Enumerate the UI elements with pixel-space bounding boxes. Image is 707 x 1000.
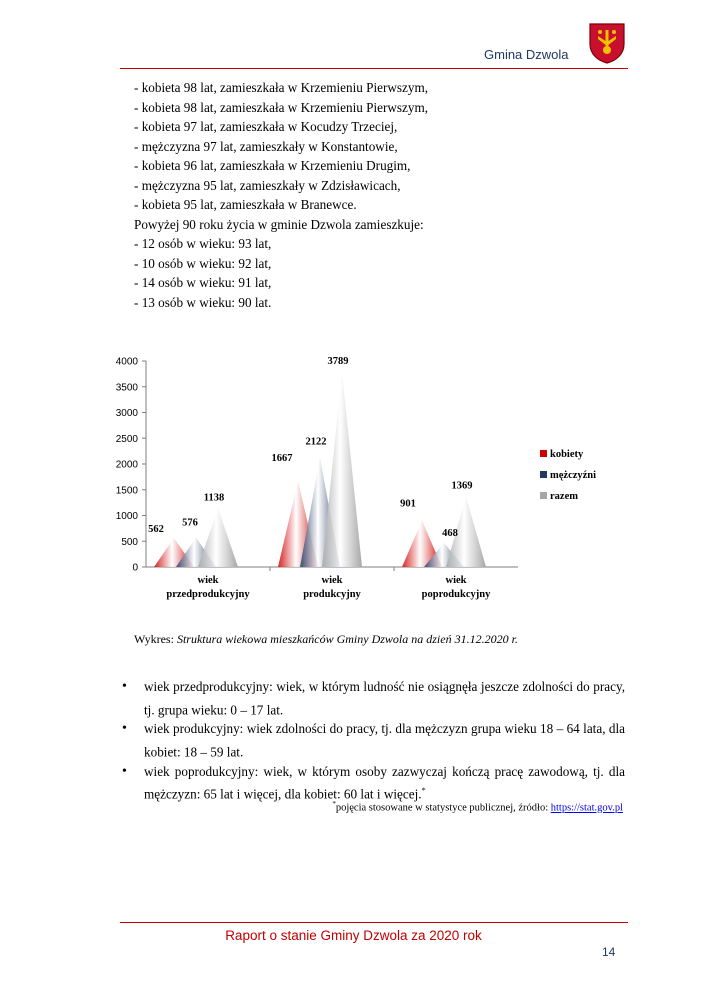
category-label: produkcyjny [303, 589, 361, 600]
definitions-list [120, 677, 625, 804]
data-label: 562 [148, 524, 164, 536]
category-label: przedprodukcyjny [166, 589, 250, 600]
y-tick-label: 1500 [115, 485, 138, 497]
data-label: 576 [182, 517, 198, 529]
elderly-residents-list [134, 78, 428, 312]
y-tick-label: 2500 [115, 433, 138, 445]
y-tick-label: 500 [121, 536, 138, 548]
header-divider [120, 68, 628, 69]
definition-item [120, 762, 625, 804]
data-label: 2122 [305, 436, 327, 448]
legend-swatch [540, 492, 547, 499]
list-line: - 14 osób w wieku: 91 lat, [134, 275, 272, 290]
y-tick-label: 3500 [115, 382, 138, 394]
page-number: 14 [602, 945, 616, 959]
category-label: wiek [321, 575, 343, 586]
definition-item [120, 719, 625, 761]
legend-label: kobiety [550, 449, 584, 460]
footnote [332, 800, 623, 814]
footer-divider [120, 922, 628, 923]
data-label: 901 [400, 498, 416, 510]
list-line: - 13 osób w wieku: 90 lat. [134, 294, 272, 310]
footnote-text: pojęcia stosowane w statystyce publicznej, źródło: [335, 802, 551, 814]
list-line: - kobieta 98 lat, zamieszkała w Krzemieniu Pierwszym, [134, 80, 429, 95]
list-line: - 12 osób w wieku: 93 lat, [134, 236, 272, 251]
definition-text: wiek produkcyjny: wiek zdolności do pracy, tj. dla mężczyzn grupa wieku 18 – 64 lata, dla kobiet: 18 – 59 lat. [144, 721, 625, 760]
cone-razem [322, 372, 362, 567]
list-line: - mężczyzna 97 lat, zamieszkały w Konstantowie, [134, 138, 398, 154]
y-tick-label: 3000 [115, 408, 138, 419]
y-tick-label: 4000 [115, 356, 138, 368]
data-label: 3789 [327, 355, 349, 367]
chart-caption [134, 632, 518, 647]
list-line: - kobieta 97 lat, zamieszkała w Kocudzy Trzeciej, [134, 119, 398, 134]
definition-text: wiek przedprodukcyjny: wiek, w którym ludność nie osiągnęła jeszcze zdolności do pracy, tj. grupa wieku: 0 – 17 lat. [144, 679, 625, 717]
legend-swatch [540, 471, 547, 478]
data-label: 1667 [271, 453, 293, 465]
legend-swatch [540, 450, 547, 457]
source-link[interactable]: https://stat.gov.pl [550, 802, 623, 814]
category-label: poprodukcyjny [421, 589, 491, 600]
list-line: - kobieta 95 lat, zamieszkała w Branewce. [134, 197, 357, 212]
legend-label: mężczyźni [550, 470, 597, 481]
coat-of-arms-icon [588, 22, 626, 64]
header-title: Gmina Dzwola [484, 47, 569, 62]
category-label: wiek [197, 575, 219, 586]
data-label: 1369 [451, 480, 473, 492]
bullet-icon: • [122, 763, 127, 779]
y-tick-label: 1000 [115, 511, 138, 522]
age-structure-chart [106, 346, 646, 616]
category-label: wiek [445, 575, 467, 586]
footnote-mark: * [332, 800, 336, 808]
list-line: - mężczyzna 95 lat, zamieszkały w Zdzisławicach, [134, 177, 401, 193]
bullet-icon: • [122, 721, 127, 737]
footer-title: Raport o stanie Gminy Dzwola za 2020 rok [225, 928, 482, 943]
cone-razem [198, 508, 238, 567]
caption-text: Struktura wiekowa mieszkańców Gminy Dzwola na dzień 31.12.2020 r. [176, 632, 518, 646]
list-line: - kobieta 98 lat, zamieszkała w Krzemieniu Pierwszym, [134, 99, 429, 115]
list-line: - 10 osób w wieku: 92 lat, [134, 255, 272, 271]
data-label: 468 [442, 527, 458, 539]
y-tick-label: 2000 [115, 459, 138, 471]
bullet-icon: • [122, 679, 127, 694]
data-label: 1138 [203, 492, 225, 504]
definition-item [120, 677, 625, 719]
caption-label: Wykres: [134, 632, 177, 646]
legend-label: razem [550, 491, 578, 502]
list-line: Powyżej 90 roku życia w gminie Dzwola zamieszkuje: [134, 216, 424, 232]
definition-mark: * [421, 786, 426, 796]
y-tick-label: 0 [132, 562, 138, 574]
list-line: - kobieta 96 lat, zamieszkała w Krzemieniu Drugim, [134, 158, 411, 173]
definition-text: wiek poprodukcyjny: wiek, w którym osoby zazwyczaj kończą pracę zawodową, tj. dla mężczyzn: 65 lat i więcej, dla kobiet: 60 lat i więcej. [144, 763, 625, 802]
